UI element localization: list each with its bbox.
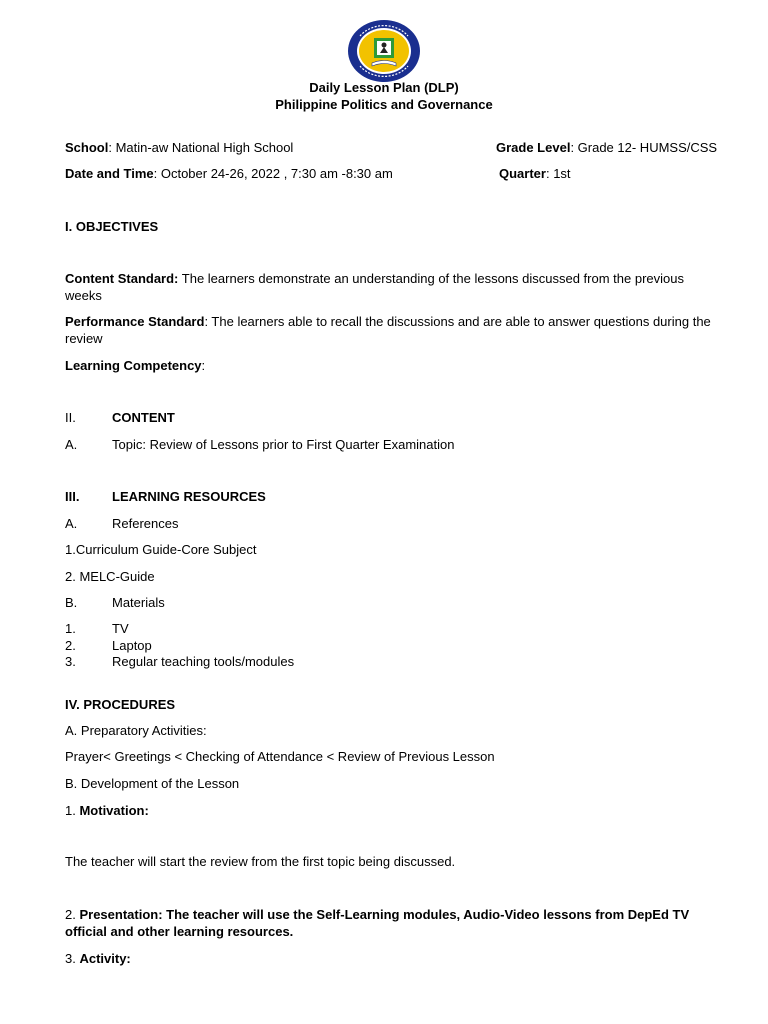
learning-competency-label: Learning Competency	[65, 358, 202, 373]
motivation-number: 1.	[65, 803, 80, 818]
objectives-heading: I. OBJECTIVES	[65, 219, 159, 234]
performance-standard-text: : The learners able to recall the discussions and are able to answer questions during the review	[65, 314, 711, 346]
quarter-value: : 1st	[545, 166, 571, 181]
topic-text: Topic: Review of Lessons prior to First Quarter Examination	[112, 437, 455, 452]
material-number: 2.	[65, 638, 76, 653]
content-standard-text: The learners demonstrate an understanding of the lessons discussed from the previous weeks	[65, 271, 684, 303]
learning-competency-text: :	[201, 358, 206, 373]
school-field	[65, 139, 293, 156]
references-number: A.	[65, 516, 78, 531]
presentation-item	[65, 906, 715, 940]
motivation-text: The teacher will start the review from the first topic being discussed.	[65, 854, 456, 869]
content-standard-label: Content Standard:	[65, 271, 179, 286]
school-seal-logo	[346, 18, 422, 84]
material-number: 1.	[65, 621, 76, 636]
performance-standard-label: Performance Standard	[65, 314, 205, 329]
content-standard	[65, 270, 715, 304]
material-item: Regular teaching tools/modules	[112, 654, 295, 669]
activity-label: Activity:	[79, 951, 131, 966]
school-label: School	[65, 140, 109, 155]
activity-number: 3.	[65, 951, 80, 966]
date-label: Date and Time	[65, 166, 154, 181]
preparatory-activities: A. Preparatory Activities:	[65, 723, 207, 738]
material-item: Laptop	[112, 638, 152, 653]
grade-value: : Grade 12- HUMSS/CSS	[570, 140, 718, 155]
reference-melc-guide: 2. MELC-Guide	[65, 569, 155, 584]
learning-competency	[65, 357, 205, 374]
performance-standard	[65, 313, 715, 347]
date-time-field	[65, 165, 393, 182]
activity-item	[65, 950, 131, 967]
resources-number: III.	[65, 489, 80, 504]
presentation-number: 2.	[65, 907, 80, 922]
materials-text: Materials	[112, 595, 165, 610]
development-of-lesson: B. Development of the Lesson	[65, 776, 240, 791]
material-item: TV	[112, 621, 129, 636]
topic-number: A.	[65, 437, 78, 452]
quarter-label: Quarter	[499, 166, 546, 181]
material-number: 3.	[65, 654, 76, 669]
content-number: II.	[65, 410, 76, 425]
school-value: : Matin-aw National High School	[108, 140, 294, 155]
grade-label: Grade Level	[496, 140, 571, 155]
content-heading: CONTENT	[112, 410, 175, 425]
preparatory-items: Prayer< Greetings < Checking of Attendance < Review of Previous Lesson	[65, 749, 495, 764]
references-text: References	[112, 516, 179, 531]
date-value: : October 24-26, 2022 , 7:30 am -8:30 am	[153, 166, 393, 181]
document-subject: Philippine Politics and Governance	[275, 97, 493, 112]
document-title: Daily Lesson Plan (DLP)	[309, 80, 459, 95]
presentation-text: Presentation: The teacher will use the Self-Learning modules, Audio-Video lessons from DepEd TV official and other learning resources.	[65, 907, 690, 939]
procedures-heading: IV. PROCEDURES	[65, 697, 176, 712]
grade-level-field	[496, 139, 717, 156]
motivation-item	[65, 802, 149, 819]
motivation-label: Motivation:	[79, 803, 149, 818]
materials-number: B.	[65, 595, 78, 610]
resources-heading: LEARNING RESOURCES	[112, 489, 266, 504]
quarter-field	[499, 165, 571, 182]
reference-curriculum-guide: 1.Curriculum Guide-Core Subject	[65, 542, 257, 557]
